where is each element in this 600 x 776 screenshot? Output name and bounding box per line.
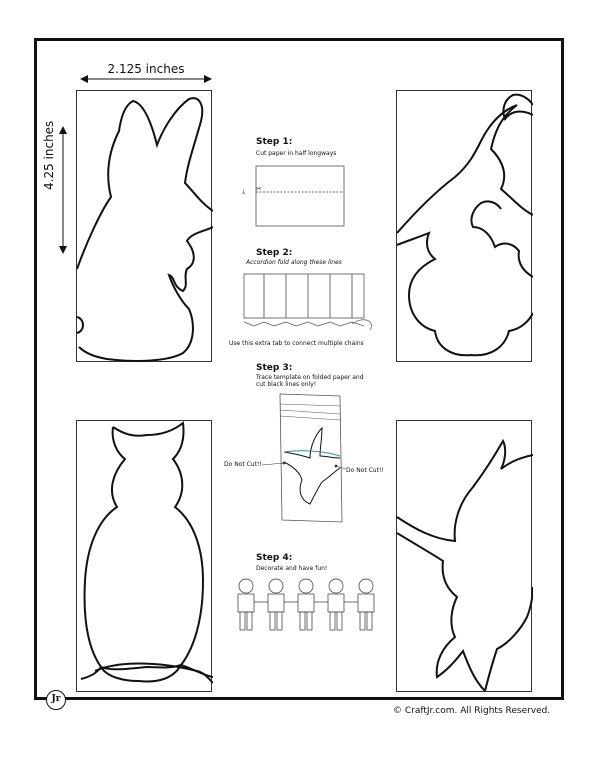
dove-outline-icon	[397, 421, 533, 693]
copyright-text: © CraftJr.com. All Rights Reserved.	[393, 706, 551, 716]
step-2-fold-illustration	[240, 266, 380, 336]
width-arrow-icon	[80, 74, 212, 84]
step-2-text: Accordion fold along these lines	[246, 259, 342, 266]
height-arrow-icon	[58, 126, 68, 254]
svg-text:✂: ✂	[256, 185, 262, 193]
width-dimension-label: 2.125 inches	[107, 62, 185, 76]
owl-outline-icon	[77, 421, 213, 693]
step-1-paper-illustration	[240, 160, 350, 230]
owl-template-panel	[76, 420, 212, 692]
height-dimension-label: 4.25 inches	[42, 120, 56, 190]
step-3-title: Step 3:	[256, 363, 293, 373]
step-1-title: Step 1:	[256, 137, 293, 147]
svg-text:↓: ↓	[241, 189, 247, 196]
step-2-note: Use this extra tab to connect multiple chains	[229, 340, 364, 347]
step-2-title: Step 2:	[256, 248, 293, 258]
butterfly-template-panel	[396, 90, 532, 362]
bunny-template-panel	[76, 90, 212, 362]
dove-template-panel	[396, 420, 532, 692]
step-4-title: Step 4:	[256, 553, 293, 563]
step-4-paper-chain-illustration	[230, 574, 380, 636]
bunny-outline-icon	[77, 91, 213, 363]
step-4-text: Decorate and have fun!	[256, 565, 328, 572]
craftjr-logo: Jr	[46, 690, 66, 710]
step-3-callout-right: Do Not Cut!!	[346, 467, 384, 474]
step-3-text: Trace template on folded paper and cut black lines only!	[256, 374, 364, 388]
butterfly-outline-icon	[397, 91, 533, 363]
step-1-text: Cut paper in half longways	[256, 150, 337, 157]
step-3-callout-left: Do Not Cut!!	[224, 461, 262, 468]
